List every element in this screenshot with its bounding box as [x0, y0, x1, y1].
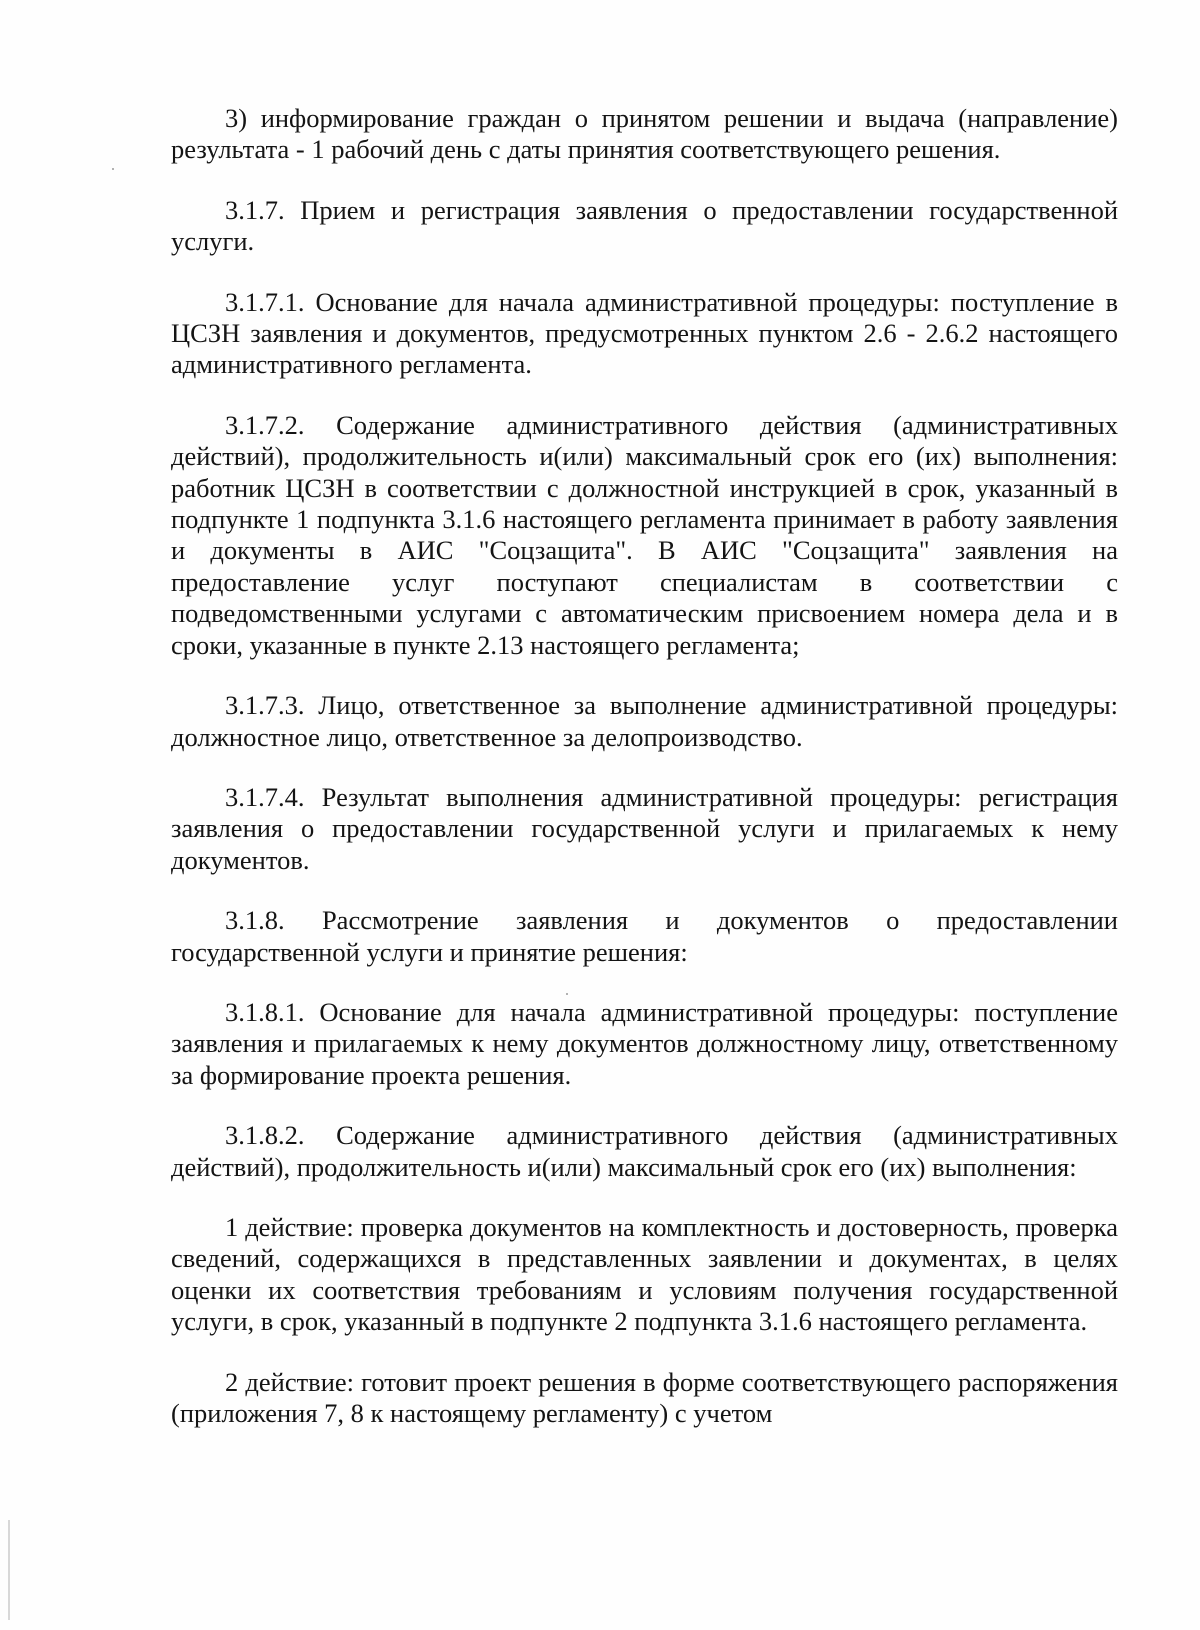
- paragraph-3-1-7-2: 3.1.7.2. Содержание административного действия (административных действий), продолжительность и(или) максимальный срок его (их) выполнения: работник ЦСЗН в соответствии с должностной инструкцией в срок, указанный в подпункте 1 подпункта 3.1.6 настоящего регламента принимает в работу заявления и документы в АИС "Соцзащита". В АИС "Соцзащита" заявления на предоставление услуг поступают специалистам в соответствии с подведомственными услугами с автоматическим присвоением номера дела и в сроки, указанные в пункте 2.13 настоящего регламента;: [171, 409, 1118, 660]
- paragraph-3-1-7-3: 3.1.7.3. Лицо, ответственное за выполнение административной процедуры: должностное лицо, ответственное за делопроизводство.: [171, 690, 1118, 752]
- paragraph-informing: 3) информирование граждан о принятом решении и выдача (направление) результата - 1 рабочий день с даты принятия соответствующего решения.: [171, 103, 1118, 165]
- paragraph-3-1-7-4: 3.1.7.4. Результат выполнения административной процедуры: регистрация заявления о предоставлении государственной услуги и прилагаемых к нему документов.: [171, 781, 1118, 875]
- paragraph-action-1: 1 действие: проверка документов на комплектность и достоверность, проверка сведений, содержащихся в представленных заявлении и документах, в целях оценки их соответствия требованиям и условиям получения государственной услуги, в срок, указанный в подпункте 2 подпункта 3.1.6 настоящего регламента.: [171, 1211, 1118, 1337]
- paragraph-3-1-8-2: 3.1.8.2. Содержание административного действия (административных действий), продолжительность и(или) максимальный срок его (их) выполнения:: [171, 1120, 1118, 1182]
- scan-speck: [112, 168, 114, 170]
- paragraph-3-1-8-1: 3.1.8.1. Основание для начала административной процедуры: поступление заявления и прилагаемых к нему документов должностному лицу, ответственному за формирование проекта решения.: [171, 996, 1118, 1090]
- document-body: [171, 103, 1118, 1458]
- scan-edge-mark: [8, 1520, 10, 1620]
- paragraph-action-2: 2 действие: готовит проект решения в форме соответствующего распоряжения (приложения 7, 8 к настоящему регламенту) с учетом: [171, 1366, 1118, 1428]
- paragraph-3-1-7-1: 3.1.7.1. Основание для начала административной процедуры: поступление в ЦСЗН заявления и документов, предусмотренных пунктом 2.6 - 2.6.2 настоящего административного регламента.: [171, 286, 1118, 380]
- paragraph-3-1-7: 3.1.7. Прием и регистрация заявления о предоставлении государственной услуги.: [171, 194, 1118, 257]
- paragraph-3-1-8: 3.1.8. Рассмотрение заявления и документов о предоставлении государственной услуги и принятие решения:: [171, 905, 1118, 967]
